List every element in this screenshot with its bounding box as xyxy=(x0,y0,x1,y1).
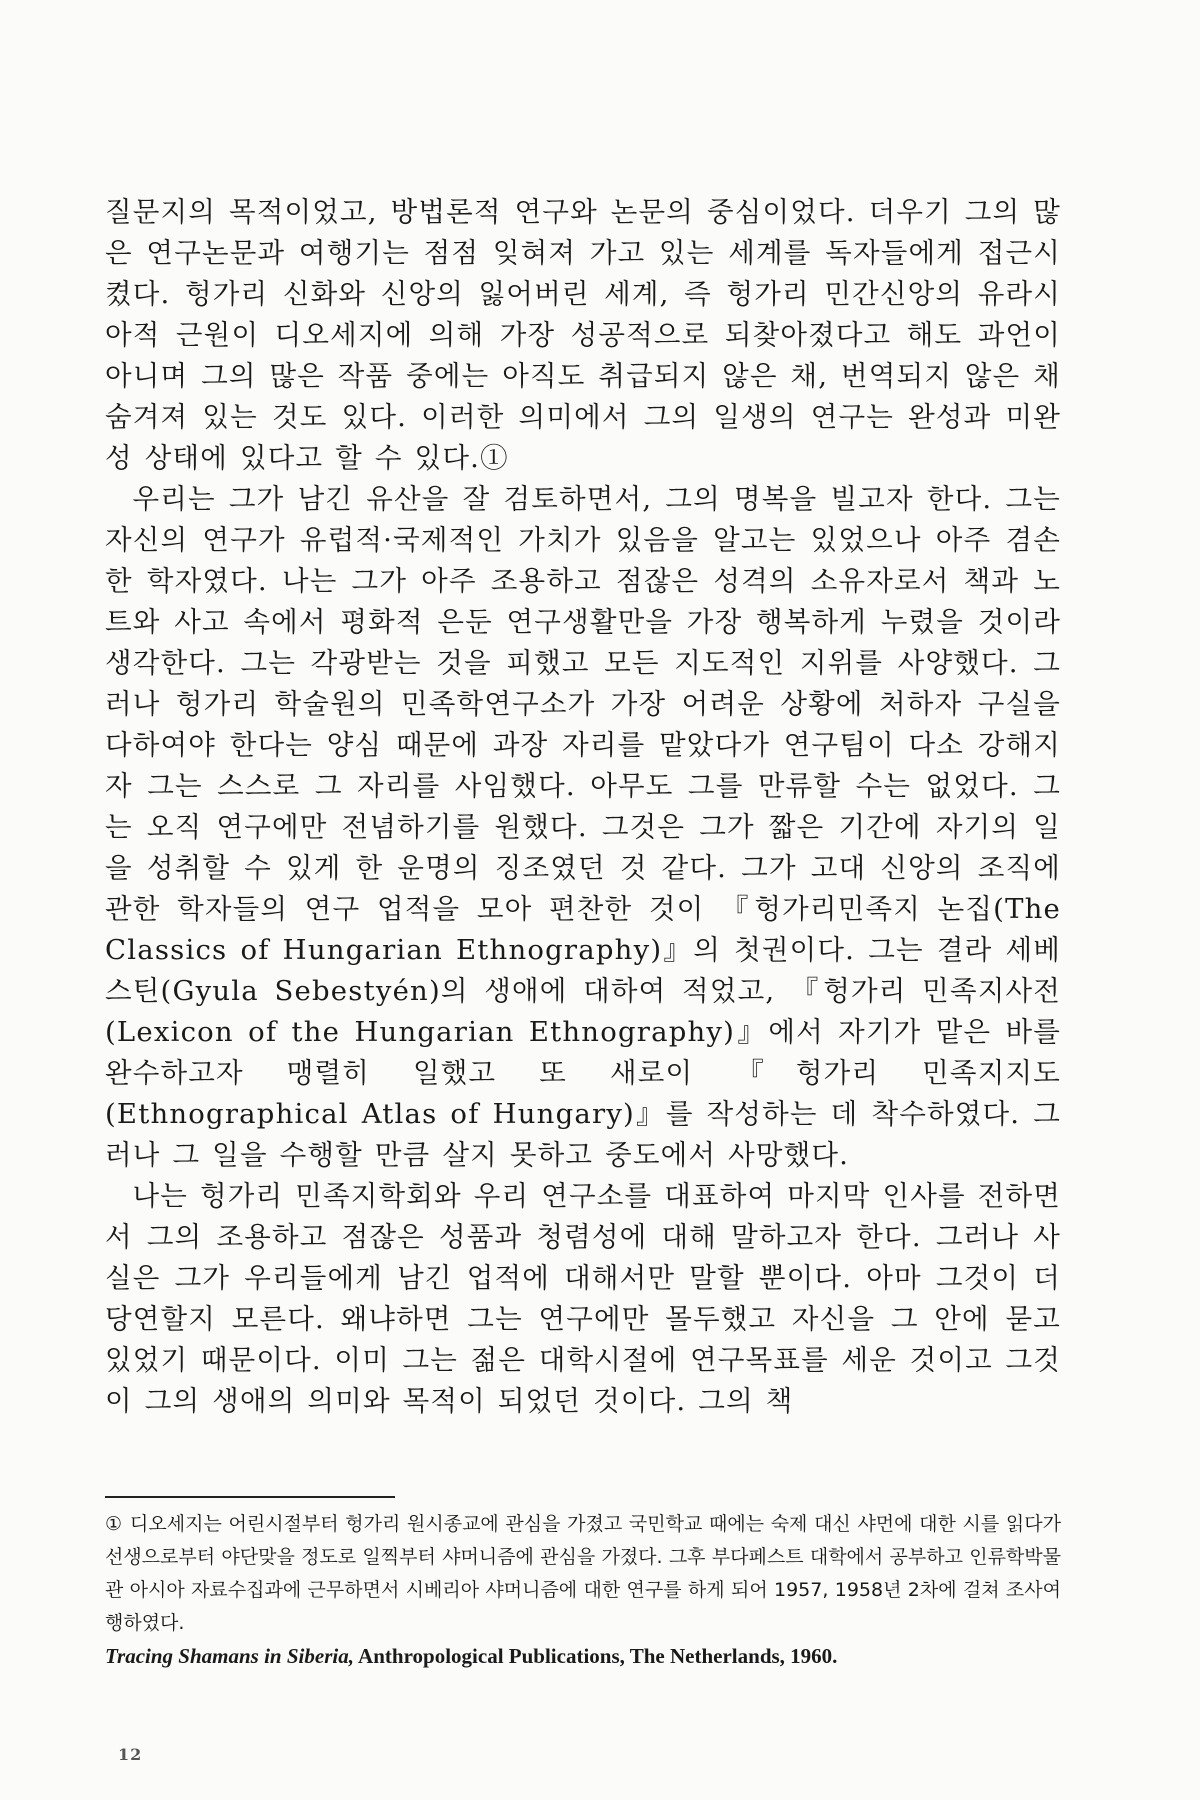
paragraph-1: 질문지의 목적이었고, 방법론적 연구와 논문의 중심이었다. 더우기 그의 많은 연구논문과 여행기는 점점 잊혀져 가고 있는 세계를 독자들에게 접근시켰다. 헝가리 신화와 신앙의 잃어버린 세계, 즉 헝가리 민간신앙의 유라시아적 근원이 디오세지에 의해 가장 성공적으로 되찾아졌다고 해도 과언이 아니며 그의 많은 작품 중에는 아직도 취급되지 않은 채, 번역되지 않은 채 숨겨져 있는 것도 있다. 이러한 의미에서 그의 일생의 연구는 완성과 미완성 상태에 있다고 할 수 있다.① xyxy=(105,196,1061,474)
body-text xyxy=(105,192,1061,1422)
page-number: 12 xyxy=(118,1745,143,1764)
footnote xyxy=(105,1508,1061,1674)
footnote-divider xyxy=(105,1496,395,1498)
footnote-book-title: Tracing Shamans in Siberia, xyxy=(105,1644,354,1668)
footnote-body: 디오세지는 어린시절부터 헝가리 원시종교에 관심을 가졌고 국민학교 때에는 숙제 대신 샤먼에 대한 시를 읽다가 선생으로부터 야단맞을 정도로 일찍부터 샤머니즘에 관심을 가졌다. 그후 부다페스트 대학에서 공부하고 인류학박물관 아시아 자료수집과에 근무하면서 시베리아 샤머니즘에 대한 연구를 하게 되어 1957, 1958년 2차에 걸쳐 조사여행하였다. xyxy=(105,1513,1061,1634)
footnote-marker: ① xyxy=(105,1513,123,1535)
paragraph-3: 나는 헝가리 민족지학회와 우리 연구소를 대표하여 마지막 인사를 전하면서 그의 조용하고 점잖은 성품과 청렴성에 대해 말하고자 한다. 그러나 사실은 그가 우리들에게 남긴 업적에 대해서만 말할 뿐이다. 아마 그것이 더 당연할지 모른다. 왜냐하면 그는 연구에만 몰두했고 자신을 그 안에 묻고 있었기 때문이다. 이미 그는 젊은 대학시절에 연구목표를 세운 것이고 그것이 그의 생애의 의미와 목적이 되었던 것이다. 그의 책 xyxy=(105,1180,1061,1417)
paragraph-2: 우리는 그가 남긴 유산을 잘 검토하면서, 그의 명복을 빌고자 한다. 그는 자신의 연구가 유럽적·국제적인 가치가 있음을 알고는 있었으나 아주 겸손한 학자였다. 나는 그가 아주 조용하고 점잖은 성격의 소유자로서 책과 노트와 사고 속에서 평화적 은둔 연구생활만을 가장 행복하게 누렸을 것이라 생각한다. 그는 각광받는 것을 피했고 모든 지도적인 지위를 사양했다. 그러나 헝가리 학술원의 민족학연구소가 가장 어려운 상황에 처하자 구실을 다하여야 한다는 양심 때문에 과장 자리를 맡았다가 연구팀이 다소 강해지자 그는 스스로 그 자리를 사임했다. 아무도 그를 만류할 수는 없었다. 그는 오직 연구에만 전념하기를 원했다. 그것은 그가 짧은 기간에 자기의 일을 성취할 수 있게 한 운명의 징조였던 것 같다. 그가 고대 신앙의 조직에 관한 학자들의 연구 업적을 모아 편찬한 것이 『헝가리민족지 논집(The Classics of Hungarian Ethnography)』의 첫권이다. 그는 결라 세베스틴(Gyula Sebestyén)의 생애에 대하여 적었고, 『헝가리 민족지사전(Lexicon of the Hungarian Ethnography)』에서 자기가 맡은 바를 완수하고자 맹렬히 일했고 또 새로이 『헝가리 민족지지도(Ethnographical Atlas of Hungary)』를 작성하는 데 착수하였다. 그러나 그 일을 수행할 만큼 살지 못하고 중도에서 사망했다. xyxy=(105,483,1061,1171)
footnote-publication: Anthropological Publications, The Netherlands, 1960. xyxy=(353,1644,838,1668)
